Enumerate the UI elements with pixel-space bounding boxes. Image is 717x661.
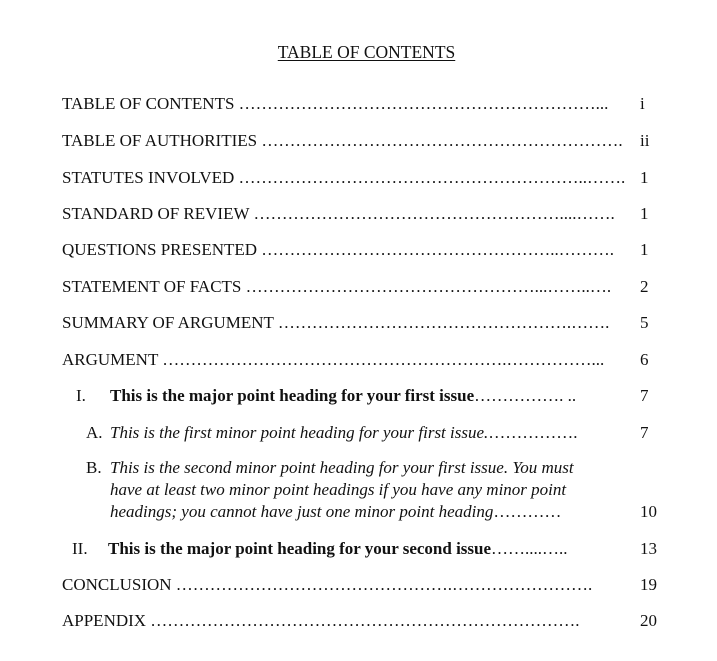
major-heading-text: This is the major point heading for your second issue xyxy=(108,539,492,558)
major-heading-number: I. xyxy=(76,386,86,405)
major-heading-leader: ……………. .. xyxy=(474,386,577,405)
entry-label: STATUTES INVOLVED ……………………………………………………..……. xyxy=(62,168,626,187)
entry-page: 1 xyxy=(640,168,649,187)
minor-heading-line-last xyxy=(110,501,630,523)
entry-page: i xyxy=(640,94,645,113)
minor-heading-letter: B. xyxy=(86,458,102,477)
toc-entry-questions-presented[interactable] xyxy=(62,238,662,262)
entry-page: 2 xyxy=(640,277,649,296)
toc-entry-statutes-involved[interactable] xyxy=(62,166,662,190)
entry-page: 1 xyxy=(640,240,649,259)
minor-heading-letter: A. xyxy=(86,423,103,442)
toc-entry-appendix[interactable] xyxy=(62,609,662,633)
entry-label: SUMMARY OF ARGUMENT …………………………………………….……. xyxy=(62,313,610,332)
entry-label: CONCLUSION ………………………………………….……………………. xyxy=(62,575,593,594)
toc-entry-conclusion[interactable] xyxy=(62,573,662,597)
minor-heading-line: have at least two minor point headings if you have any minor point xyxy=(110,480,567,499)
toc-minor-heading-a[interactable] xyxy=(86,421,662,445)
entry-label: ARGUMENT …………………………………………………….……………... xyxy=(62,350,605,369)
toc-entry-standard-of-review[interactable] xyxy=(62,202,662,226)
entry-label: QUESTIONS PRESENTED ……………………………………………..………. xyxy=(62,240,615,259)
minor-heading-leader: ………… xyxy=(493,502,562,521)
major-heading-number: II. xyxy=(72,539,88,558)
entry-page: 5 xyxy=(640,313,649,332)
toc-major-heading-2[interactable] xyxy=(72,537,662,561)
entry-page: 19 xyxy=(640,575,657,594)
major-heading-text: This is the major point heading for your first issue xyxy=(110,386,475,405)
entry-label: APPENDIX …………………………………………………………………. xyxy=(62,611,580,630)
entry-label: TABLE OF AUTHORITIES ………………………………………………………. xyxy=(62,131,623,150)
toc-major-heading-1[interactable] xyxy=(76,384,662,408)
entry-page: 1 xyxy=(640,204,649,223)
entry-label: TABLE OF CONTENTS ………………………………………………………... xyxy=(62,94,609,113)
entry-page: 10 xyxy=(640,502,657,521)
toc-entry-argument[interactable] xyxy=(62,348,662,372)
entry-page: 7 xyxy=(640,386,649,405)
minor-heading-text xyxy=(110,457,630,523)
toc-title: TABLE OF CONTENTS xyxy=(277,42,456,62)
entry-page: ii xyxy=(640,131,650,150)
minor-heading-line: This is the second minor point heading for your first issue. You must xyxy=(110,458,574,477)
toc-entry-statement-of-facts[interactable] xyxy=(62,275,662,299)
entry-page: 13 xyxy=(640,539,657,558)
toc-entry-summary-of-argument[interactable] xyxy=(62,311,662,335)
minor-heading-line: headings; you cannot have just one minor point heading xyxy=(110,502,494,521)
toc-entry-table-of-authorities[interactable] xyxy=(62,129,662,153)
major-heading-leader: ……....….. xyxy=(491,539,568,558)
toc-entry-table-of-contents[interactable] xyxy=(62,92,662,116)
minor-heading-text: This is the first minor point heading for your first issue. xyxy=(110,423,489,442)
entry-page: 6 xyxy=(640,350,649,369)
minor-heading-leader: ……………. xyxy=(488,423,578,442)
entry-label: STATEMENT OF FACTS ……………………………………………...……..…. xyxy=(62,277,612,296)
entry-page: 20 xyxy=(640,611,657,630)
entry-page: 7 xyxy=(640,423,649,442)
entry-label: STANDARD OF REVIEW ………………………………………………....……. xyxy=(62,204,615,223)
